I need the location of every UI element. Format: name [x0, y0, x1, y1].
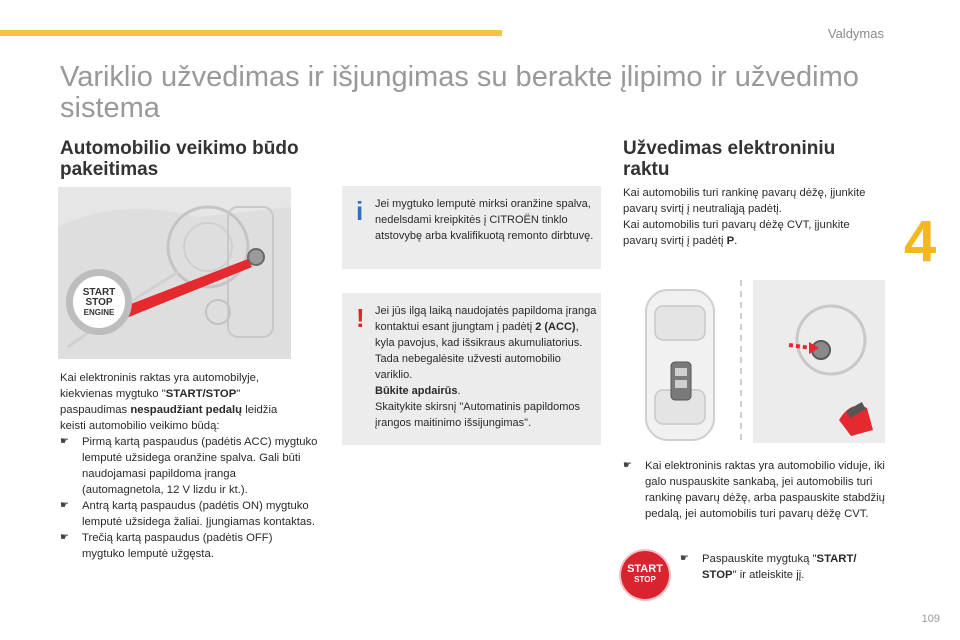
start-btn-label-1: START: [627, 563, 663, 575]
section-name: Valdymas: [827, 26, 884, 41]
start-label: START: [82, 287, 116, 298]
list-item: ☛ Antrą kartą paspaudus (padėtis ON) mygtuko lemputė užsidega žaliai. Įjungiamas kontaktas.: [60, 500, 315, 528]
bullet-icon: ☛: [623, 460, 632, 471]
warning-note-text: Jei jūs ilgą laiką naudojatės papildoma įranga kontaktui esant įjungtam į padėtį 2 (ACC), kyla pavojus, kad išsikraus akumuliatorius. Tada nebegalėsite užvesti automobilio variklio. Būkite apdairūs. Skaitykite skirsnį "Automatinis papildomos įrangos maitinimo išsijungimas".: [375, 305, 597, 429]
list-item: ☛ Pirmą kartą paspaudus (padėtis ACC) mygtuko lemputė užsidega oranžine spalva. Gali būti naudojamasi papildoma įranga (automagnetola, 12 V lizdu ir kt.).: [60, 436, 318, 496]
right-step-list-2: [680, 551, 880, 583]
header-accent-bar: [0, 30, 502, 36]
left-heading-line2: pakeitimas: [60, 159, 159, 180]
bullet-icon: ☛: [60, 532, 69, 543]
warning-icon: !: [356, 303, 365, 333]
bullet-icon: ☛: [60, 500, 69, 511]
right-intro-2: Kai automobilis turi pavarų dėžę CVT, įjunkite pavarų svirtį į padėtį P.: [623, 219, 850, 247]
bullet-icon: ☛: [60, 436, 69, 447]
left-intro: Kai elektroninis raktas yra automobilyje, kiekvienas mygtuko "START/STOP" paspaudimas nespaudžiant pedalų leidžia keisti automobilio veikimo būdą:: [60, 372, 278, 432]
right-heading: [623, 138, 913, 180]
right-intro-1: Kai automobilis turi rankinę pavarų dėžę, įjunkite pavarų svirtį į neutraliąją padėtį.: [623, 187, 866, 215]
car-with-key-graphic: [641, 280, 885, 443]
right-heading-line1: Užvedimas elektroniniu: [623, 138, 836, 159]
left-heading-line1: Automobilio veikimo būdo: [60, 138, 299, 159]
engine-label: ENGINE: [83, 308, 115, 317]
info-icon: i: [356, 196, 364, 226]
info-note: [342, 186, 601, 269]
list-item: ☛ Paspauskite mygtuką "START/ STOP" ir atleiskite jį.: [680, 553, 857, 581]
right-heading-line2: raktu: [623, 159, 670, 180]
mode-list: [60, 434, 318, 562]
info-note-text: Jei mygtuko lemputė mirksi oranžine spalva, nedelsdami kreipkitės į CITROËN tinklo atstovybę arba kvalifikuotą remonto dirbtuvę.: [375, 198, 594, 242]
chapter-number: 4: [904, 209, 937, 274]
warning-note: [342, 293, 601, 445]
start-stop-button-icon: [621, 551, 669, 599]
left-heading: [60, 138, 350, 180]
stop-label: STOP: [85, 297, 113, 308]
page-number: 109: [921, 613, 940, 625]
right-step-list-1: [623, 458, 885, 522]
start-stop-engine-button: [66, 269, 132, 335]
page-title: Variklio užvedimas ir išjungimas su berakte įlipimo ir užvedimo sistema: [60, 61, 859, 124]
list-item: ☛ Kai elektroninis raktas yra automobilio viduje, iki galo nuspauskite sankabą, jei automobilis turi rankinę pavarų dėžę, arba paspauskite stabdžių pedalą, jei automobilis turi pavarų dėžę CVT.: [623, 460, 885, 520]
start-btn-label-2: STOP: [634, 575, 656, 584]
bullet-icon: ☛: [680, 553, 689, 564]
list-item: ☛ Trečią kartą paspaudus (padėtis OFF) mygtuko lemputė užgęsta.: [60, 532, 273, 560]
dashboard-start-button-photo: [58, 187, 291, 359]
car-key-illustration: [641, 280, 885, 443]
